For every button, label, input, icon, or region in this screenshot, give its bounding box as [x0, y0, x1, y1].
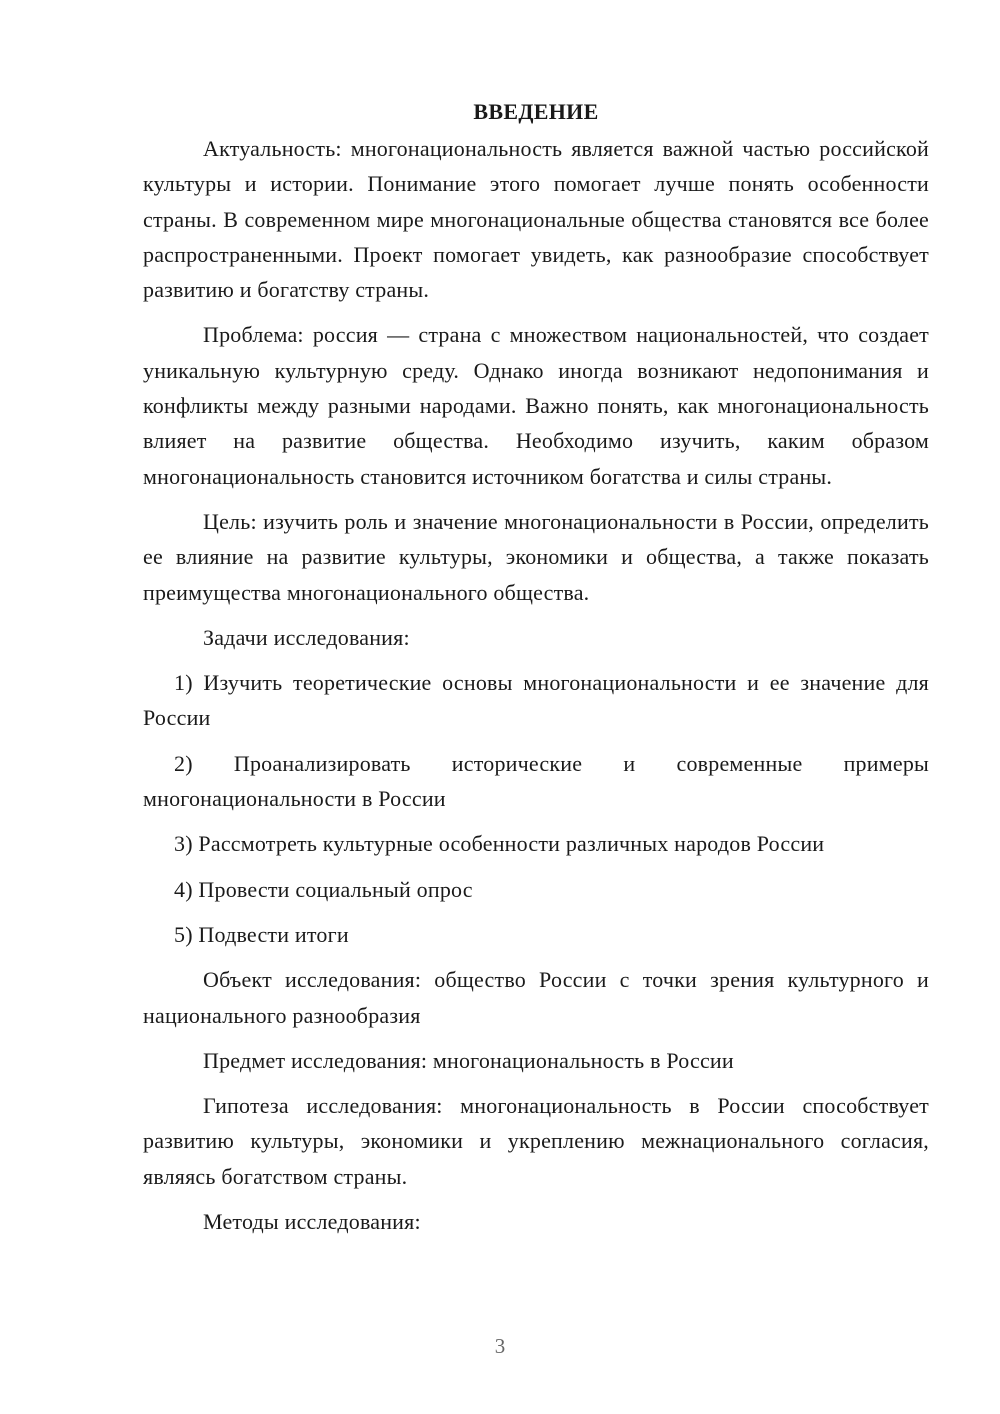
hypothesis-paragraph: Гипотеза исследования: многонациональность в России способствует развитию культуры, экономики и укреплению межнационального согласия, являясь богатством страны.: [143, 1093, 929, 1189]
task-item: 1) Изучить теоретические основы многонациональности и ее значение для России: [143, 670, 929, 731]
subject-paragraph: Предмет исследования: многонациональность в России: [203, 1047, 734, 1073]
relevance-paragraph: Актуальность: многонациональность является важной частью российской культуры и истории. Понимание этого помогает лучше понять особенности страны. В современном мире многонациональные общества становятся все более распространенными. Проект помогает увидеть, как разнообразие способствует развитию и богатству страны.: [143, 136, 929, 303]
task-item: 2) Проанализировать исторические и современные примеры многонациональности в России: [143, 750, 929, 812]
problem-paragraph: Проблема: россия — страна с множеством национальностей, что создает уникальную культурную среду. Однако иногда возникают недопонимания и конфликты между разными народами. Важно понять, как многонациональность влияет на развитие общества. Необходимо изучить, каким образом многонациональность становится источником богатства и силы страны.: [143, 322, 929, 489]
tasks-heading: Задачи исследования:: [203, 624, 410, 650]
task-item: 5) Подвести итоги: [174, 921, 349, 947]
task-item: 3) Рассмотреть культурные особенности различных народов России: [174, 831, 825, 857]
methods-heading: Методы исследования:: [203, 1209, 421, 1235]
section-title: ВВЕДЕНИЕ: [473, 99, 599, 124]
page-content: [143, 95, 929, 1249]
task-item: 4) Провести социальный опрос: [174, 876, 473, 902]
goal-paragraph: Цель: изучить роль и значение многонациональности в России, определить ее влияние на развитие культуры, экономики и общества, а также показать преимущества многонационального общества.: [143, 508, 929, 605]
page-number: 3: [494, 1334, 506, 1358]
object-paragraph: Объект исследования: общество России с точки зрения культурного и национального разнообразия: [143, 967, 929, 1028]
